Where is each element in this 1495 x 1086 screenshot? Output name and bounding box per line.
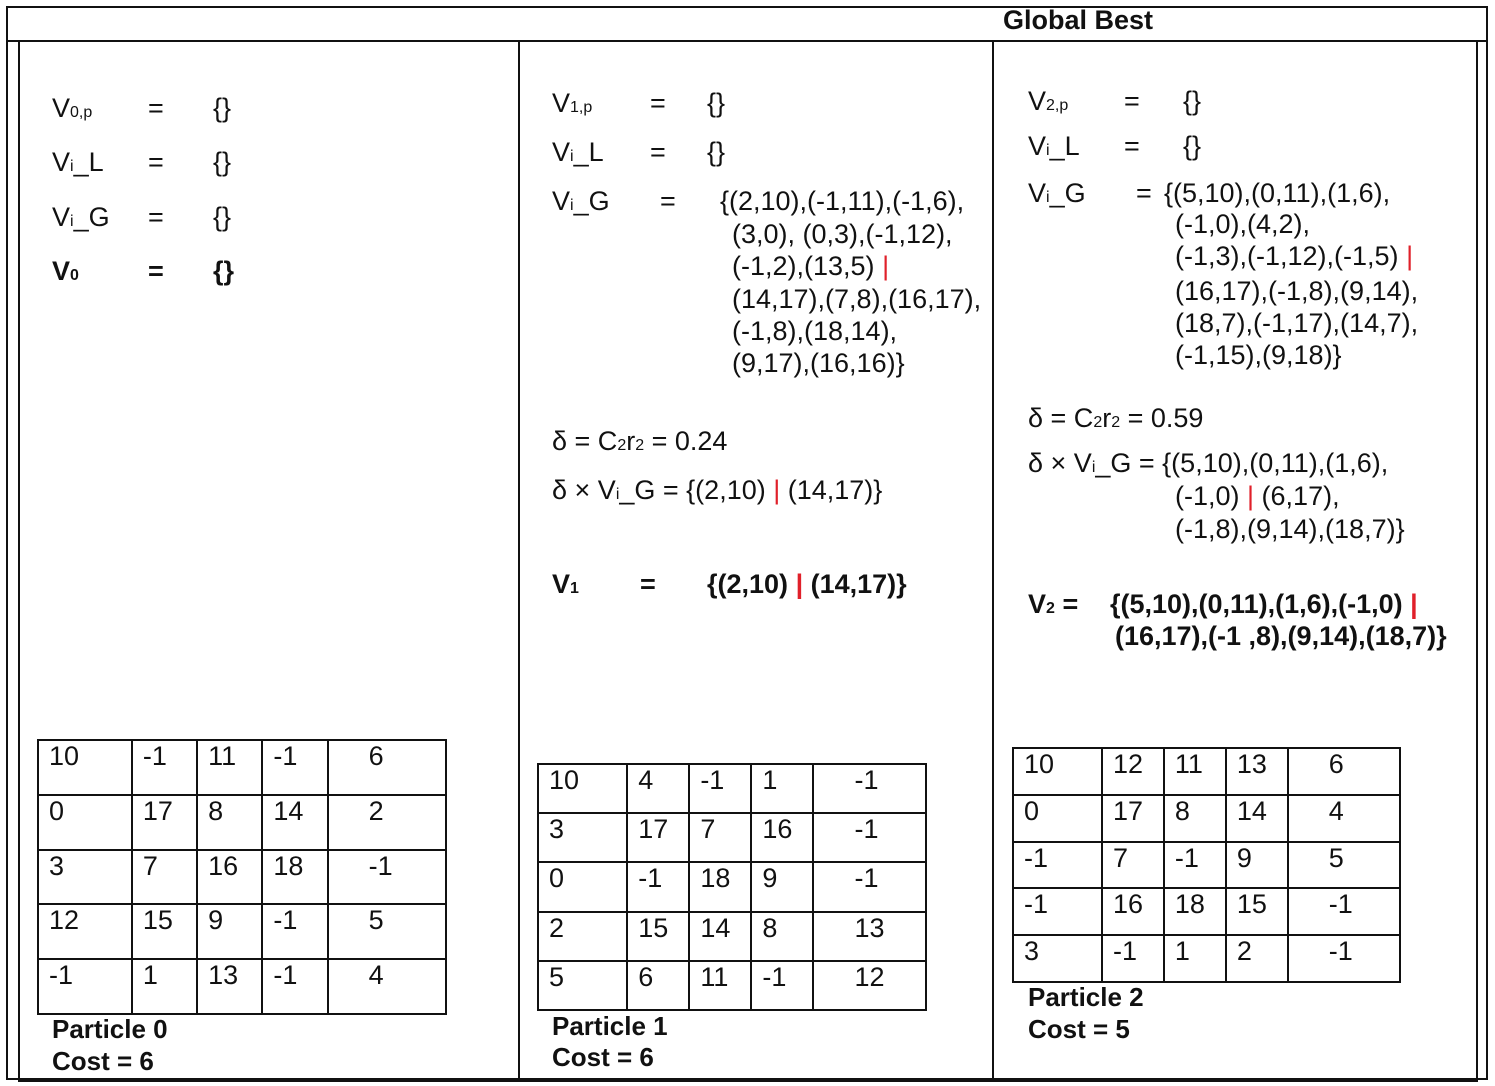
grid-row (1013, 935, 1400, 982)
grid-cell: 6 (627, 961, 689, 1010)
grid-cell: 3 (538, 813, 627, 862)
vig-label: Vi_G (1028, 178, 1086, 208)
grid-cell: -1 (38, 959, 132, 1014)
grid-row (538, 862, 926, 911)
vig-eq: = (1136, 178, 1152, 208)
v2-value-line1: {(5,10),(0,11),(1,6),(-1,0) | (1110, 589, 1418, 619)
vil-label: Vi_L (1028, 131, 1080, 161)
grid-cell: 13 (813, 912, 926, 961)
vil-value: {} (213, 147, 232, 177)
grid-cell: 1 (132, 959, 197, 1014)
left-border (18, 40, 20, 1080)
vig-eq: = (148, 202, 164, 232)
grid-cell: 15 (627, 912, 689, 961)
grid-row (1013, 795, 1400, 842)
grid-cell: -1 (813, 764, 926, 813)
grid-cell: 9 (1226, 842, 1288, 889)
grid-cell: 1 (751, 764, 813, 813)
v1-value: {(2,10) | (14,17)} (707, 569, 907, 599)
grid-cell: 11 (1164, 748, 1226, 795)
grid-cell: 14 (1226, 795, 1288, 842)
vig-set-line: (-1,2),(13,5) | (732, 251, 890, 281)
grid-cell: 10 (538, 764, 627, 813)
delta-equation: δ = C2r2 = 0.24 (552, 426, 728, 456)
global-best-title: Global Best (1003, 5, 1154, 35)
vig-set-line: (3,0), (0,3),(-1,12), (732, 219, 953, 249)
grid-cell: 17 (132, 795, 197, 850)
right-border (1476, 40, 1478, 1080)
grid-cell: -1 (627, 862, 689, 911)
grid-cell: -1 (262, 904, 327, 959)
grid-cell: 2 (328, 795, 446, 850)
grid-cell: -1 (689, 764, 751, 813)
v1-eq: = (640, 569, 656, 599)
v1p-eq: = (650, 88, 666, 118)
grid-row (38, 795, 446, 850)
grid-row (538, 912, 926, 961)
grid-cell: -1 (1164, 842, 1226, 889)
grid-cell: 2 (538, 912, 627, 961)
grid-cell: 17 (627, 813, 689, 862)
grid-cell: 15 (1226, 888, 1288, 935)
grid-cell: 11 (689, 961, 751, 1010)
vig-set-line: (18,7),(-1,17),(14,7), (1175, 308, 1419, 338)
grid-cell: 18 (262, 850, 327, 905)
grid-cell: 14 (689, 912, 751, 961)
vig-set-line: (16,17),(-1,8),(9,14), (1175, 276, 1419, 306)
vig-set-line: {(5,10),(0,11),(1,6), (1164, 178, 1391, 208)
set-separator: | (1247, 481, 1255, 511)
particle-0-grid (37, 739, 447, 1015)
grid-cell: 9 (751, 862, 813, 911)
set-separator: | (773, 475, 781, 505)
grid-cell: -1 (1013, 842, 1102, 889)
delta-times-vig-line3: (-1,8),(9,14),(18,7)} (1175, 514, 1405, 544)
vil-eq: = (148, 147, 164, 177)
grid-cell: -1 (1102, 935, 1164, 982)
v2p-value: {} (1183, 86, 1202, 116)
grid-cell: 18 (689, 862, 751, 911)
grid-cell: -1 (813, 862, 926, 911)
v2-value-line2: (16,17),(-1 ,8),(9,14),(18,7)} (1115, 621, 1447, 651)
grid-cell: 5 (328, 904, 446, 959)
v0p-eq: = (148, 93, 164, 123)
v0-label: V0 (52, 256, 79, 286)
bottom-border (18, 1080, 1478, 1082)
v2-label: V2 = (1028, 589, 1079, 619)
vig-set-line: (-1,0),(4,2), (1175, 209, 1311, 239)
particle-0-cost: Cost = 6 (52, 1046, 154, 1076)
grid-cell: 16 (751, 813, 813, 862)
vig-set-line: (-1,3),(-1,12),(-1,5) | (1175, 241, 1414, 271)
grid-cell: 13 (1226, 748, 1288, 795)
grid-cell: -1 (1288, 888, 1400, 935)
v1p-value: {} (707, 88, 726, 118)
delta-times-vig: δ × Vi_G = {(5,10),(0,11),(1,6), (1028, 448, 1389, 478)
vig-value: {} (213, 202, 232, 232)
grid-cell: 12 (38, 904, 132, 959)
grid-cell: -1 (751, 961, 813, 1010)
vig-set-line: (-1,8),(18,14), (732, 316, 898, 346)
particle-2-cost: Cost = 5 (1028, 1014, 1130, 1044)
grid-cell: -1 (132, 740, 197, 795)
grid-cell: 0 (38, 795, 132, 850)
particle-2-caption: Particle 2 (1028, 982, 1144, 1012)
v0p-value: {} (213, 93, 232, 123)
vig-set-line: (9,17),(16,16)} (732, 348, 905, 378)
vig-label: Vi_G (552, 186, 610, 216)
grid-cell: 11 (197, 740, 262, 795)
particle-1-caption: Particle 1 (552, 1011, 668, 1041)
grid-cell: 5 (1288, 842, 1400, 889)
particle-0-caption: Particle 0 (52, 1014, 168, 1044)
grid-cell: 12 (1102, 748, 1164, 795)
v0-value: {} (213, 256, 235, 286)
header-divider (6, 40, 1488, 42)
grid-row (38, 740, 446, 795)
grid-cell: 7 (689, 813, 751, 862)
grid-cell: 4 (1288, 795, 1400, 842)
v2p-eq: = (1124, 86, 1140, 116)
set-separator: | (882, 251, 890, 281)
v1-label: V1 (552, 569, 579, 599)
delta-times-vig: δ × Vi_G = {(2,10) | (14,17)} (552, 475, 883, 505)
grid-cell: 7 (1102, 842, 1164, 889)
grid-row (538, 813, 926, 862)
grid-row (1013, 842, 1400, 889)
grid-cell: 16 (197, 850, 262, 905)
delta-times-vig-line2: (-1,0) | (6,17), (1175, 481, 1340, 511)
v2p-label: V2,p (1028, 86, 1069, 116)
grid-cell: 7 (132, 850, 197, 905)
grid-cell: 3 (1013, 935, 1102, 982)
particle-1-grid (537, 763, 927, 1011)
grid-cell: 4 (627, 764, 689, 813)
grid-cell: -1 (1013, 888, 1102, 935)
grid-cell: 17 (1102, 795, 1164, 842)
grid-row (1013, 888, 1400, 935)
grid-cell: 0 (538, 862, 627, 911)
grid-cell: 13 (197, 959, 262, 1014)
grid-row (538, 961, 926, 1010)
vig-set-line: {(2,10),(-1,11),(-1,6), (720, 186, 965, 216)
column-divider-1 (518, 40, 520, 1080)
vig-set-line: (14,17),(7,8),(16,17), (732, 284, 982, 314)
vig-set-line: (-1,15),(9,18)} (1175, 340, 1342, 370)
grid-row (38, 904, 446, 959)
column-divider-2 (992, 40, 994, 1080)
vil-eq: = (650, 137, 666, 167)
grid-row (1013, 748, 1400, 795)
v1p-label: V1,p (552, 88, 593, 118)
grid-cell: 15 (132, 904, 197, 959)
vil-eq: = (1124, 131, 1140, 161)
grid-cell: 0 (1013, 795, 1102, 842)
grid-cell: -1 (262, 959, 327, 1014)
vig-eq: = (660, 186, 676, 216)
delta-equation: δ = C2r2 = 0.59 (1028, 403, 1204, 433)
grid-cell: 12 (813, 961, 926, 1010)
grid-cell: -1 (262, 740, 327, 795)
grid-cell: 10 (1013, 748, 1102, 795)
grid-cell: 18 (1164, 888, 1226, 935)
grid-cell: 3 (38, 850, 132, 905)
grid-cell: 6 (1288, 748, 1400, 795)
grid-cell: 10 (38, 740, 132, 795)
particle-2-grid (1012, 747, 1401, 983)
grid-row (38, 850, 446, 905)
vil-value: {} (707, 137, 726, 167)
v0-eq: = (148, 256, 164, 286)
v0p-label: V0,p (52, 93, 93, 123)
grid-cell: 8 (197, 795, 262, 850)
grid-cell: 16 (1102, 888, 1164, 935)
grid-cell: 8 (1164, 795, 1226, 842)
grid-cell: 14 (262, 795, 327, 850)
grid-cell: 8 (751, 912, 813, 961)
grid-cell: 2 (1226, 935, 1288, 982)
grid-cell: 4 (328, 959, 446, 1014)
vil-value: {} (1183, 131, 1202, 161)
grid-cell: -1 (328, 850, 446, 905)
grid-cell: 1 (1164, 935, 1226, 982)
set-separator: | (795, 569, 804, 599)
vil-label: Vi_L (52, 147, 104, 177)
particle-1-cost: Cost = 6 (552, 1042, 654, 1072)
set-separator: | (1406, 241, 1414, 271)
grid-row (38, 959, 446, 1014)
grid-cell: -1 (1288, 935, 1400, 982)
set-separator: | (1410, 589, 1418, 619)
grid-row (538, 764, 926, 813)
grid-cell: -1 (813, 813, 926, 862)
grid-cell: 5 (538, 961, 627, 1010)
grid-cell: 6 (328, 740, 446, 795)
vig-label: Vi_G (52, 202, 110, 232)
grid-cell: 9 (197, 904, 262, 959)
vil-label: Vi_L (552, 137, 604, 167)
